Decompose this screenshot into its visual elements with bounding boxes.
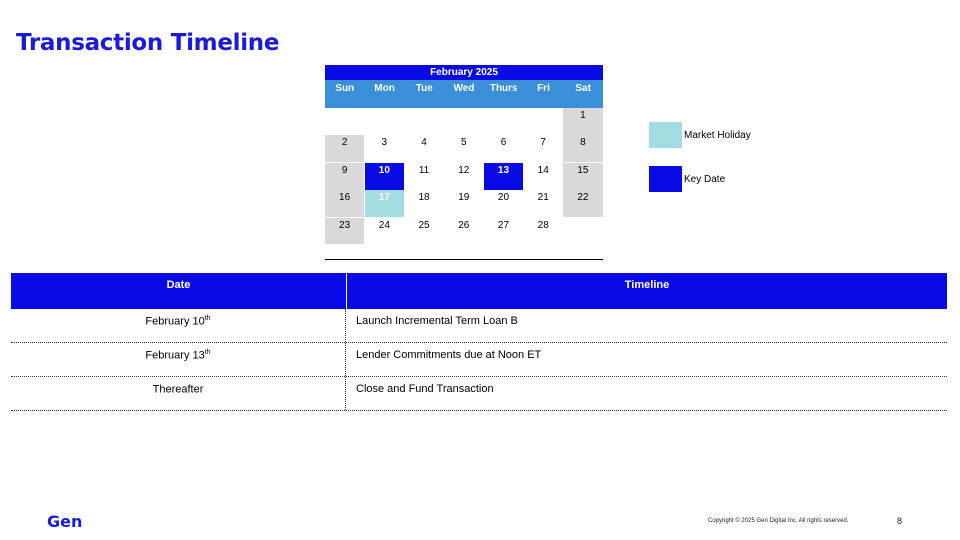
calendar-day: 3 bbox=[381, 137, 388, 149]
row-date: February 10th bbox=[11, 309, 346, 342]
calendar-day bbox=[563, 218, 602, 245]
calendar-day: 7 bbox=[540, 137, 546, 149]
calendar-day: 22 bbox=[563, 190, 602, 217]
calendar-day: 19 bbox=[458, 192, 470, 204]
calendar-day: 11 bbox=[418, 164, 430, 176]
calendar-day: 20 bbox=[497, 192, 510, 204]
calendar-day: 8 bbox=[563, 135, 602, 162]
calendar-day bbox=[404, 108, 443, 135]
calendar-day: 16 bbox=[325, 190, 364, 217]
calendar-day: 10 bbox=[365, 163, 404, 190]
calendar-day bbox=[325, 108, 364, 135]
header-date: Date bbox=[11, 273, 347, 309]
header-timeline: Timeline bbox=[624, 279, 670, 291]
key-date-label: Key Date bbox=[684, 174, 726, 185]
gen-logo: Gen bbox=[47, 512, 83, 531]
calendar-day: 15 bbox=[563, 163, 602, 190]
calendar-week-row bbox=[325, 163, 603, 190]
market-holiday-swatch bbox=[649, 122, 682, 148]
calendar-day: 26 bbox=[458, 219, 470, 231]
page-title: Transaction Timeline bbox=[16, 30, 280, 56]
calendar-week-row bbox=[325, 190, 603, 217]
calendar-day: 18 bbox=[418, 192, 430, 204]
calendar-day: 21 bbox=[537, 192, 549, 204]
calendar-day: 28 bbox=[537, 219, 549, 231]
weekday-label: Tue bbox=[415, 83, 433, 94]
calendar-day: 9 bbox=[325, 163, 364, 190]
weekday-label: Sun bbox=[335, 83, 355, 94]
calendar-day: 17 bbox=[365, 190, 404, 217]
weekday-label: Fri bbox=[537, 83, 550, 94]
calendar-day: 27 bbox=[497, 219, 510, 231]
weekday-label: Sat bbox=[575, 83, 591, 94]
table-header bbox=[11, 273, 947, 309]
calendar-day: 4 bbox=[421, 137, 427, 149]
row-timeline: Close and Fund Transaction bbox=[356, 383, 494, 395]
calendar-day: 13 bbox=[484, 163, 523, 190]
calendar-grid bbox=[325, 108, 603, 245]
calendar-day: 14 bbox=[537, 164, 549, 176]
calendar-day bbox=[444, 108, 483, 135]
calendar-day: 23 bbox=[325, 218, 364, 245]
weekday-label: Thurs bbox=[489, 83, 518, 94]
table-row bbox=[11, 343, 947, 377]
page-number: 8 bbox=[897, 516, 903, 526]
calendar-day bbox=[524, 108, 563, 135]
calendar-day: 24 bbox=[378, 219, 390, 231]
copyright-text: Copyright © 2025 Gen Digital Inc. All rights reserved. bbox=[708, 518, 849, 524]
row-timeline: Launch Incremental Term Loan B bbox=[356, 315, 518, 327]
calendar-day bbox=[365, 108, 404, 135]
calendar-day bbox=[484, 108, 523, 135]
weekday-label: Mon bbox=[374, 83, 395, 94]
calendar-week-row bbox=[325, 108, 603, 135]
market-holiday-label: Market Holiday bbox=[684, 130, 751, 141]
calendar-bottom-rule bbox=[325, 259, 603, 260]
calendar-day: 6 bbox=[500, 137, 507, 149]
calendar-day: 1 bbox=[563, 108, 602, 135]
calendar-week-row bbox=[325, 135, 603, 162]
calendar-day: 5 bbox=[460, 137, 467, 149]
weekday-label: Wed bbox=[453, 83, 475, 94]
calendar-day: 2 bbox=[325, 135, 364, 162]
key-date-swatch bbox=[649, 166, 682, 192]
calendar-day: 25 bbox=[418, 219, 430, 231]
calendar-day: 12 bbox=[458, 164, 470, 176]
table-row bbox=[11, 377, 947, 411]
row-date: Thereafter bbox=[11, 377, 346, 410]
row-date: February 13th bbox=[11, 343, 346, 376]
timeline-table bbox=[11, 273, 947, 411]
calendar-week-row bbox=[325, 218, 603, 245]
calendar-weekday-header bbox=[325, 80, 603, 108]
row-timeline: Lender Commitments due at Noon ET bbox=[356, 349, 542, 361]
calendar bbox=[325, 65, 603, 260]
calendar-month: February 2025 bbox=[325, 65, 603, 80]
table-row bbox=[11, 309, 947, 343]
